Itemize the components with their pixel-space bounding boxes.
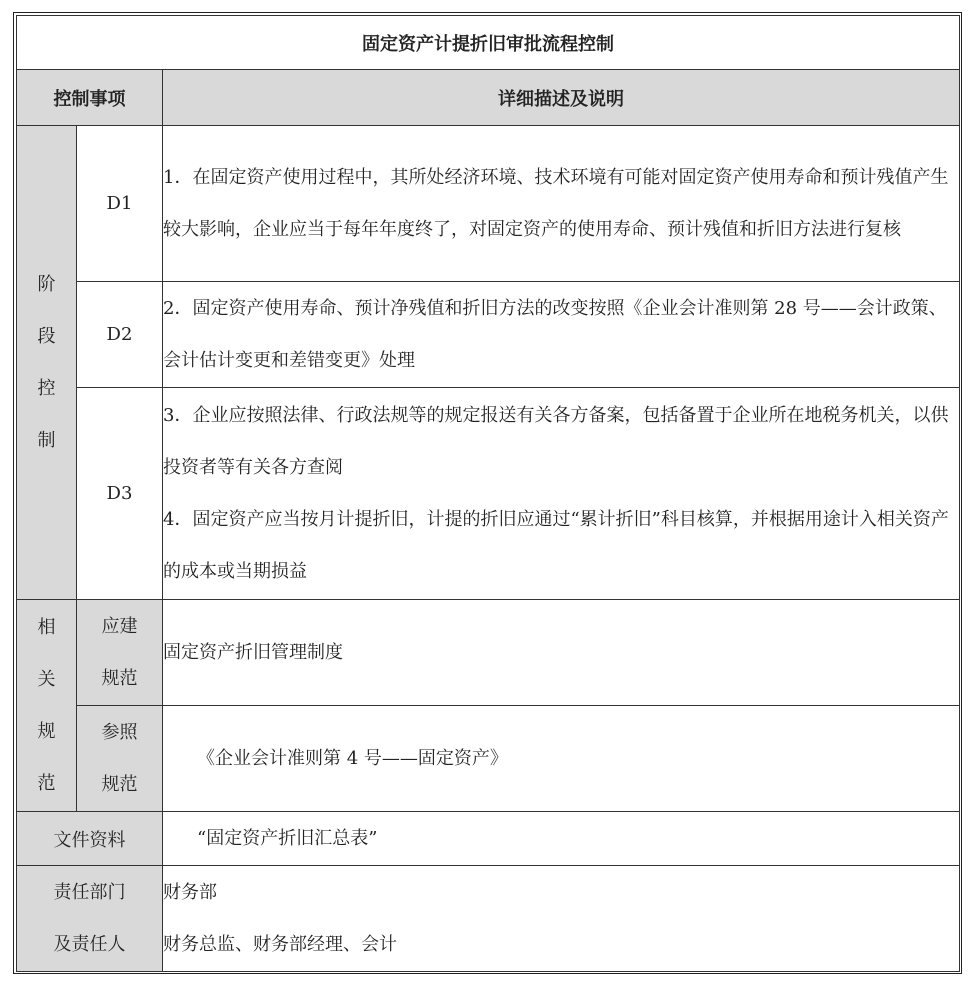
row-content-d2: 2．固定资产使用寿命、预计净残值和折旧方法的改变按照《企业会计准则第 28 号——会计政策、会计估计变更和差错变更》处理: [163, 282, 960, 388]
stage-control-label: 阶 段 控 制: [17, 126, 77, 600]
header-description: 详细描述及说明: [163, 70, 960, 126]
control-table: [16, 15, 960, 972]
table-title: 固定资产计提折旧审批流程控制: [17, 16, 960, 70]
header-control-item: 控制事项: [17, 70, 163, 126]
norm-label-build: 应建 规范: [77, 600, 163, 706]
documents-value: “固定资产折旧汇总表”: [163, 812, 960, 866]
related-norms-label: 相 关 规 范: [17, 600, 77, 812]
row-code-d3: D3: [77, 388, 163, 600]
row-code-d1: D1: [77, 126, 163, 282]
documents-label: 文件资料: [17, 812, 163, 866]
norm-value-reference: 《企业会计准则第 4 号——固定资产》: [163, 706, 960, 812]
row-content-d3: 3．企业应按照法律、行政法规等的规定报送有关各方备案，包括备置于企业所在地税务机关，以供投资者等有关各方查阅 4．固定资产应当按月计提折旧，计提的折旧应通过“累计折旧”科目核算，并根据用途计入相关资产的成本或当期损益: [163, 388, 960, 600]
row-content-d1: 1．在固定资产使用过程中，其所处经济环境、技术环境有可能对固定资产使用寿命和预计残值产生较大影响，企业应当于每年年度终了，对固定资产的使用寿命、预计残值和折旧方法进行复核: [163, 126, 960, 282]
norm-label-reference: 参照 规范: [77, 706, 163, 812]
row-code-d2: D2: [77, 282, 163, 388]
responsibility-label: 责任部门 及责任人: [17, 866, 163, 972]
norm-value-build: 固定资产折旧管理制度: [163, 600, 960, 706]
responsibility-value: 财务部 财务总监、财务部经理、会计: [163, 866, 960, 972]
